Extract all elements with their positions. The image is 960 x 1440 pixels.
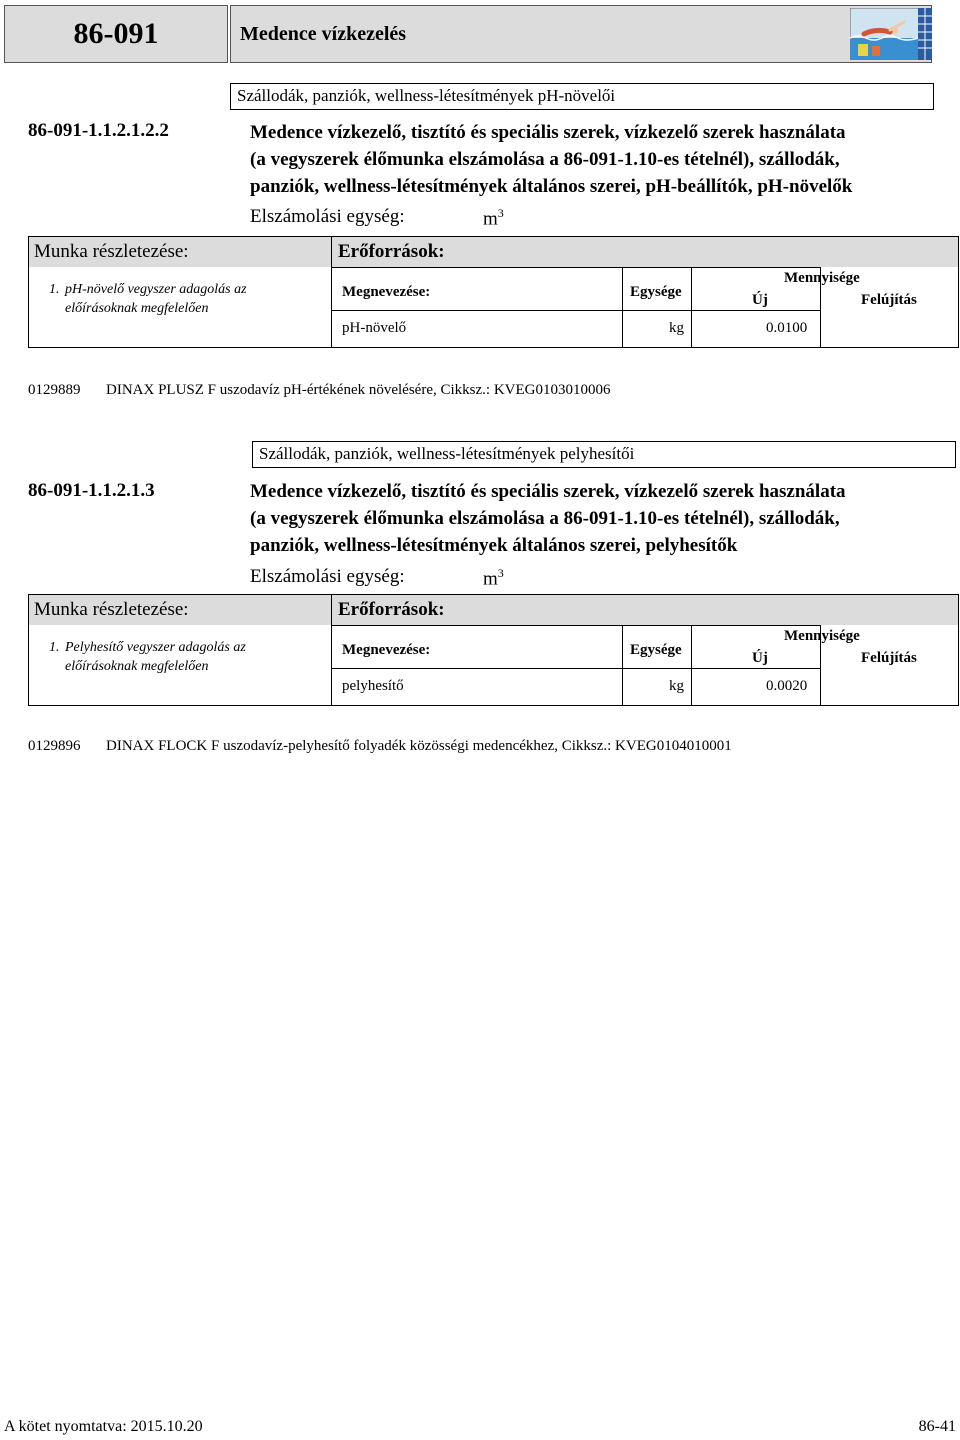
row-divider [332,668,820,669]
work-table [28,594,959,706]
print-date: A kötet nyomtatva: 2015.10.20 [4,1418,203,1435]
work-step-text-cont: előírásoknak megfelelően [65,659,209,674]
work-step-text: Pelyhesítő vegyszer adagolás az [65,640,246,655]
column-divider [622,626,623,705]
item-code: 86-091-1.1.2.1.3 [28,480,155,501]
unit-value-exponent: 3 [497,566,504,580]
unit-value-exponent: 3 [497,206,504,220]
resources-header: Erőforrások: [332,237,958,267]
column-divider [691,626,692,705]
work-details-header: Munka részletezése: [29,595,332,625]
unit-value-base: m [483,568,498,590]
description-line: Medence vízkezelő, tisztító és speciális szerek, vízkezelő szerek használata [250,481,846,502]
unit-label: Elszámolási egység: [250,206,405,227]
product-line [28,382,611,399]
col-header-unit: Egysége [630,642,682,658]
category-box: Szállodák, panziók, wellness-létesítmények pH-növelői [230,83,934,110]
work-step-number: 1. [49,640,60,655]
resource-quantity: 0.0020 [766,678,808,694]
resource-name: pelyhesítő [342,678,404,694]
resources-header: Erőforrások: [332,595,958,625]
work-step-text: pH-növelő vegyszer adagolás az [65,282,247,297]
chapter-title-text: Medence vízkezelés [240,22,407,45]
item-description [250,119,950,200]
column-divider [622,268,623,347]
chapter-code: 86-091 [4,5,228,63]
resources-table [332,267,917,347]
description-line: panziók, wellness-létesítmények általános szerei, pelyhesítők [250,535,738,556]
unit-label: Elszámolási egység: [250,566,405,587]
col-header-renewal: Felújítás [861,650,917,666]
col-header-new: Új [752,292,768,308]
swimmer-in-pool-icon [850,8,932,60]
resource-quantity: 0.0100 [766,320,808,336]
product-code: 0129889 [28,382,81,398]
resource-unit: kg [669,320,684,336]
work-details-header: Munka részletezése: [29,237,332,267]
col-header-name: Megnevezése: [342,284,431,300]
work-table [28,236,959,348]
product-description: DINAX PLUSZ F uszodavíz pH-értékének növelésére, Cikksz.: KVEG0103010006 [106,382,611,398]
product-description: DINAX FLOCK F uszodavíz-pelyhesítő folyadék közösségi medencékhez, Cikksz.: KVEG0104010001 [106,738,732,754]
column-divider [691,268,692,347]
unit-value [483,566,504,590]
work-step [29,625,332,705]
item-description [250,478,950,559]
col-header-unit: Egysége [630,284,682,300]
item-code: 86-091-1.1.2.1.2.2 [28,120,169,141]
chapter-title [230,5,932,63]
col-header-quantity: Mennyisége [784,270,860,286]
product-code: 0129896 [28,738,81,754]
description-line: Medence vízkezelő, tisztító és speciális szerek, vízkezelő szerek használata [250,122,846,143]
description-line: panziók, wellness-létesítmények általános szerei, pH-beállítók, pH-növelők [250,176,853,197]
resource-name: pH-növelő [342,320,407,336]
col-header-new: Új [752,650,768,666]
row-divider [332,310,820,311]
col-header-quantity: Mennyisége [784,628,860,644]
col-header-name: Megnevezése: [342,642,431,658]
col-header-renewal: Felújítás [861,292,917,308]
work-step-number: 1. [49,282,60,297]
description-line: (a vegyszerek élőmunka elszámolása a 86-091-1.10-es tételnél), szállodák, [250,508,840,529]
resource-unit: kg [669,678,684,694]
resources-table [332,625,917,705]
category-box: Szállodák, panziók, wellness-létesítmények pelyhesítői [252,441,956,468]
page-number: 86-41 [918,1418,956,1435]
work-step [29,267,332,347]
unit-value-base: m [483,208,498,230]
product-line [28,738,732,755]
description-line: (a vegyszerek élőmunka elszámolása a 86-091-1.10-es tételnél), szállodák, [250,149,840,170]
work-step-text-cont: előírásoknak megfelelően [65,301,209,316]
unit-value [483,206,504,230]
